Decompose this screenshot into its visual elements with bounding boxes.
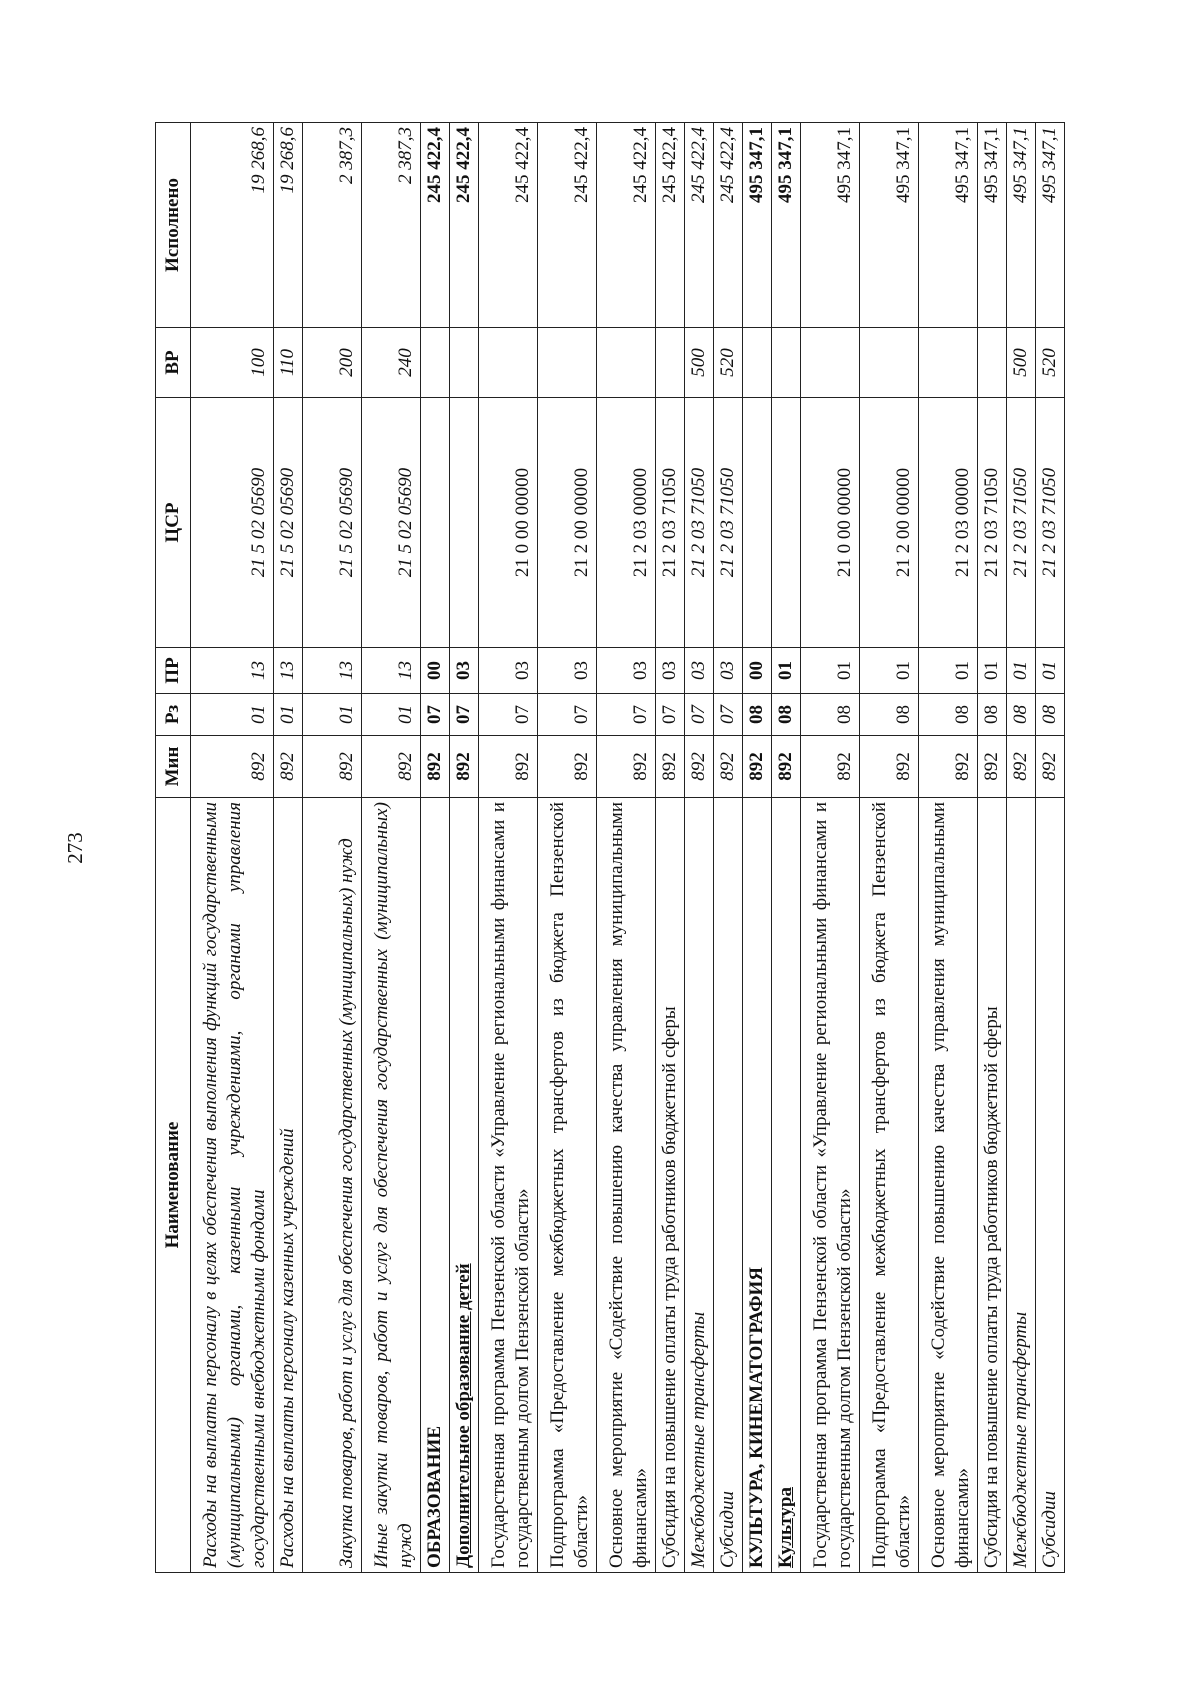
cell-rz: 07 xyxy=(421,694,450,736)
header-name: Наименование xyxy=(156,798,191,1573)
cell-name: Субсидия на повышение оплаты труда работников бюджетной сферы xyxy=(656,798,685,1573)
cell-min: 892 xyxy=(597,736,656,798)
page-number: 273 xyxy=(63,832,87,864)
cell-min: 892 xyxy=(303,736,362,798)
table-row xyxy=(303,123,362,1573)
cell-done: 2 387,3 xyxy=(303,123,362,328)
cell-name: Межбюджетные трансферты xyxy=(685,798,714,1573)
cell-min: 892 xyxy=(191,736,274,798)
cell-vr xyxy=(772,328,801,398)
cell-done: 245 422,4 xyxy=(656,123,685,328)
table-row xyxy=(538,123,597,1573)
cell-csr: 21 5 02 05690 xyxy=(191,398,274,648)
cell-rz: 08 xyxy=(801,694,860,736)
cell-rz: 01 xyxy=(274,694,303,736)
cell-name: Закупка товаров, работ и услуг для обеспечения государственных (муниципальных) нужд xyxy=(303,798,362,1573)
cell-min: 892 xyxy=(421,736,450,798)
cell-csr: 21 2 00 00000 xyxy=(860,398,919,648)
cell-pr: 00 xyxy=(421,648,450,694)
table-row xyxy=(743,123,772,1573)
cell-rz: 08 xyxy=(1007,694,1036,736)
cell-csr xyxy=(421,398,450,648)
cell-vr: 500 xyxy=(685,328,714,398)
cell-pr: 13 xyxy=(303,648,362,694)
cell-done: 495 347,1 xyxy=(743,123,772,328)
cell-vr xyxy=(743,328,772,398)
cell-vr: 200 xyxy=(303,328,362,398)
cell-rz: 08 xyxy=(978,694,1007,736)
cell-rz: 07 xyxy=(656,694,685,736)
table-body xyxy=(191,123,1065,1573)
header-rz: Рз xyxy=(156,694,191,736)
table-row xyxy=(274,123,303,1573)
table-row xyxy=(919,123,978,1573)
cell-vr: 240 xyxy=(362,328,421,398)
cell-rz: 07 xyxy=(450,694,479,736)
table-row xyxy=(860,123,919,1573)
cell-csr: 21 2 03 00000 xyxy=(919,398,978,648)
cell-done: 495 347,1 xyxy=(919,123,978,328)
header-done: Исполнено xyxy=(156,123,191,328)
cell-pr: 03 xyxy=(656,648,685,694)
cell-pr: 01 xyxy=(919,648,978,694)
cell-name: КУЛЬТУРА, КИНЕМАТОГРАФИЯ xyxy=(743,798,772,1573)
cell-min: 892 xyxy=(714,736,743,798)
cell-done: 495 347,1 xyxy=(1036,123,1065,328)
header-min: Мин xyxy=(156,736,191,798)
cell-pr: 01 xyxy=(978,648,1007,694)
cell-done: 495 347,1 xyxy=(978,123,1007,328)
header-csr: ЦСР xyxy=(156,398,191,648)
cell-vr: 110 xyxy=(274,328,303,398)
cell-pr: 01 xyxy=(1036,648,1065,694)
cell-min: 892 xyxy=(1007,736,1036,798)
cell-rz: 07 xyxy=(685,694,714,736)
cell-done: 245 422,4 xyxy=(714,123,743,328)
cell-pr: 01 xyxy=(772,648,801,694)
cell-vr xyxy=(919,328,978,398)
cell-min: 892 xyxy=(801,736,860,798)
cell-vr xyxy=(538,328,597,398)
cell-pr: 03 xyxy=(685,648,714,694)
cell-name: Межбюджетные трансферты xyxy=(1007,798,1036,1573)
cell-done: 245 422,4 xyxy=(597,123,656,328)
cell-min: 892 xyxy=(685,736,714,798)
cell-vr xyxy=(978,328,1007,398)
cell-rz: 07 xyxy=(714,694,743,736)
table-row xyxy=(801,123,860,1573)
cell-csr: 21 2 03 71050 xyxy=(714,398,743,648)
cell-name: Государственная программа Пензенской области «Управление региональными финансами и государственным долгом Пензенской области» xyxy=(801,798,860,1573)
cell-rz: 01 xyxy=(191,694,274,736)
cell-csr xyxy=(450,398,479,648)
cell-min: 892 xyxy=(274,736,303,798)
cell-vr: 520 xyxy=(714,328,743,398)
cell-rz: 07 xyxy=(538,694,597,736)
cell-min: 892 xyxy=(479,736,538,798)
cell-done: 495 347,1 xyxy=(772,123,801,328)
cell-done: 245 422,4 xyxy=(450,123,479,328)
cell-name: Подпрограмма «Предоставление межбюджетных трансфертов из бюджета Пензенской области» xyxy=(860,798,919,1573)
cell-name: Государственная программа Пензенской области «Управление региональными финансами и государственным долгом Пензенской области» xyxy=(479,798,538,1573)
table-row xyxy=(362,123,421,1573)
cell-rz: 08 xyxy=(919,694,978,736)
cell-vr: 500 xyxy=(1007,328,1036,398)
cell-vr xyxy=(860,328,919,398)
cell-done: 495 347,1 xyxy=(860,123,919,328)
cell-pr: 01 xyxy=(1007,648,1036,694)
cell-min: 892 xyxy=(362,736,421,798)
table-row xyxy=(597,123,656,1573)
cell-vr xyxy=(450,328,479,398)
table-row xyxy=(685,123,714,1573)
cell-pr: 03 xyxy=(714,648,743,694)
table-row xyxy=(714,123,743,1573)
cell-done: 495 347,1 xyxy=(801,123,860,328)
table-row xyxy=(1036,123,1065,1573)
cell-csr: 21 0 00 00000 xyxy=(479,398,538,648)
header-row xyxy=(156,123,191,1573)
cell-name: Подпрограмма «Предоставление межбюджетных трансфертов из бюджета Пензенской области» xyxy=(538,798,597,1573)
cell-name: Основное мероприятие «Содействие повышению качества управления муниципальными финансами» xyxy=(919,798,978,1573)
cell-vr xyxy=(656,328,685,398)
cell-csr: 21 0 00 00000 xyxy=(801,398,860,648)
cell-min: 892 xyxy=(1036,736,1065,798)
cell-csr: 21 2 00 00000 xyxy=(538,398,597,648)
cell-rz: 01 xyxy=(362,694,421,736)
cell-pr: 03 xyxy=(450,648,479,694)
cell-vr: 100 xyxy=(191,328,274,398)
cell-csr: 21 2 03 00000 xyxy=(597,398,656,648)
cell-csr: 21 2 03 71050 xyxy=(978,398,1007,648)
table-row xyxy=(479,123,538,1573)
cell-pr: 13 xyxy=(191,648,274,694)
cell-pr: 03 xyxy=(479,648,538,694)
cell-rz: 08 xyxy=(772,694,801,736)
table-row xyxy=(421,123,450,1573)
cell-name: Расходы на выплаты персоналу в целях обеспечения выполнения функций государственными (муниципальными) органами, казенными учреждениями, органами управления государственными внебюджетными фондами xyxy=(191,798,274,1573)
cell-rz: 01 xyxy=(303,694,362,736)
cell-done: 495 347,1 xyxy=(1007,123,1036,328)
table-row xyxy=(191,123,274,1573)
cell-name: Субсидия на повышение оплаты труда работников бюджетной сферы xyxy=(978,798,1007,1573)
cell-pr: 13 xyxy=(362,648,421,694)
table-row xyxy=(450,123,479,1573)
cell-vr xyxy=(421,328,450,398)
cell-min: 892 xyxy=(450,736,479,798)
cell-pr: 13 xyxy=(274,648,303,694)
cell-name: Дополнительное образование детей xyxy=(450,798,479,1573)
cell-done: 245 422,4 xyxy=(479,123,538,328)
cell-name: Субсидии xyxy=(1036,798,1065,1573)
budget-table xyxy=(155,122,1065,1573)
cell-csr xyxy=(743,398,772,648)
cell-done: 245 422,4 xyxy=(538,123,597,328)
cell-csr: 21 2 03 71050 xyxy=(1007,398,1036,648)
cell-rz: 08 xyxy=(743,694,772,736)
cell-csr xyxy=(772,398,801,648)
cell-vr xyxy=(597,328,656,398)
cell-done: 245 422,4 xyxy=(421,123,450,328)
cell-rz: 08 xyxy=(1036,694,1065,736)
cell-done: 245 422,4 xyxy=(685,123,714,328)
cell-name: Расходы на выплаты персоналу казенных учреждений xyxy=(274,798,303,1573)
cell-min: 892 xyxy=(538,736,597,798)
cell-done: 19 268,6 xyxy=(274,123,303,328)
cell-csr: 21 5 02 05690 xyxy=(362,398,421,648)
table-row xyxy=(1007,123,1036,1573)
cell-vr xyxy=(479,328,538,398)
cell-pr: 01 xyxy=(801,648,860,694)
cell-pr: 03 xyxy=(597,648,656,694)
rotated-page-content xyxy=(155,123,1060,1573)
cell-name: Субсидии xyxy=(714,798,743,1573)
cell-rz: 08 xyxy=(860,694,919,736)
cell-csr: 21 2 03 71050 xyxy=(656,398,685,648)
cell-csr: 21 5 02 05690 xyxy=(274,398,303,648)
cell-csr: 21 2 03 71050 xyxy=(1036,398,1065,648)
header-vr: ВР xyxy=(156,328,191,398)
cell-rz: 07 xyxy=(479,694,538,736)
cell-min: 892 xyxy=(772,736,801,798)
cell-name: ОБРАЗОВАНИЕ xyxy=(421,798,450,1573)
table-row xyxy=(772,123,801,1573)
cell-min: 892 xyxy=(919,736,978,798)
table-row xyxy=(656,123,685,1573)
cell-pr: 01 xyxy=(860,648,919,694)
cell-pr: 03 xyxy=(538,648,597,694)
cell-name: Культура xyxy=(772,798,801,1573)
cell-min: 892 xyxy=(860,736,919,798)
cell-min: 892 xyxy=(978,736,1007,798)
cell-name: Иные закупки товаров, работ и услуг для обеспечения государственных (муниципальных) нужд xyxy=(362,798,421,1573)
cell-min: 892 xyxy=(743,736,772,798)
cell-vr xyxy=(801,328,860,398)
header-pr: ПР xyxy=(156,648,191,694)
cell-min: 892 xyxy=(656,736,685,798)
cell-done: 19 268,6 xyxy=(191,123,274,328)
cell-vr: 520 xyxy=(1036,328,1065,398)
cell-name: Основное мероприятие «Содействие повышению качества управления муниципальными финансами» xyxy=(597,798,656,1573)
cell-csr: 21 2 03 71050 xyxy=(685,398,714,648)
table-row xyxy=(978,123,1007,1573)
cell-rz: 07 xyxy=(597,694,656,736)
cell-done: 2 387,3 xyxy=(362,123,421,328)
cell-pr: 00 xyxy=(743,648,772,694)
cell-csr: 21 5 02 05690 xyxy=(303,398,362,648)
